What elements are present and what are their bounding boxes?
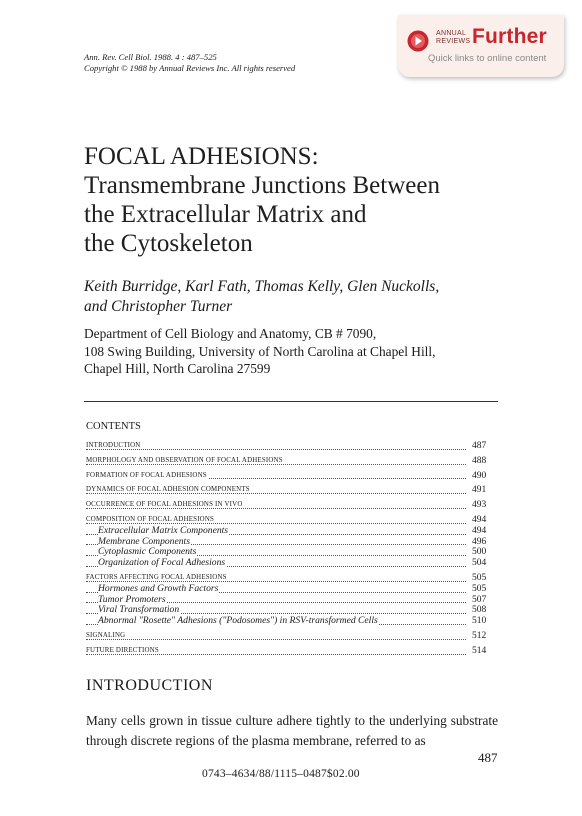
further-badge[interactable] bbox=[398, 15, 564, 77]
author-list bbox=[84, 277, 504, 317]
toc-entry-label: Abnormal "Rosette" Adhesions ("Podosomes") in RSV-transformed Cells bbox=[98, 616, 378, 627]
toc-entry-label: Extracellular Matrix Components bbox=[98, 525, 229, 536]
affiliation-line-2: 108 Swing Building, University of North Carolina at Chapel Hill, bbox=[84, 343, 436, 359]
toc-entry-page: 487 bbox=[472, 441, 500, 452]
toc-entry-label: Organization of Focal Adhesions bbox=[98, 558, 226, 569]
contents-heading: CONTENTS bbox=[86, 421, 141, 432]
toc-entry[interactable] bbox=[86, 537, 500, 548]
toc-entry[interactable] bbox=[86, 646, 500, 657]
toc-leader-dots bbox=[86, 508, 466, 509]
affiliation-line-1: Department of Cell Biology and Anatomy, CB # 7090, bbox=[84, 326, 377, 341]
toc-entry-page: 505 bbox=[472, 584, 500, 595]
toc-leader-dots bbox=[86, 639, 466, 640]
toc-entry-label: INTRODUCTION bbox=[86, 442, 141, 449]
toc-entry-label: Tumor Promoters bbox=[98, 594, 166, 605]
title-line-4: the Cytoskeleton bbox=[84, 230, 253, 257]
toc-entry[interactable] bbox=[86, 584, 500, 595]
badge-further-label: Further bbox=[472, 25, 547, 48]
toc-entry-page: 490 bbox=[472, 471, 500, 482]
page-number: 487 bbox=[478, 750, 498, 765]
toc-entry-label: Cytoplasmic Components bbox=[98, 547, 197, 558]
toc-entry[interactable] bbox=[86, 631, 500, 642]
article-code: 0743–4634/88/1115–0487$02.00 bbox=[202, 768, 360, 780]
toc-entry[interactable] bbox=[86, 526, 500, 537]
toc-entry-page: 514 bbox=[472, 646, 500, 657]
badge-reviews-label: REVIEWS bbox=[436, 38, 471, 45]
toc-entry[interactable] bbox=[86, 573, 500, 584]
toc-entry-label: FUTURE DIRECTIONS bbox=[86, 646, 159, 654]
toc-entry-page: 500 bbox=[472, 547, 500, 558]
article-title bbox=[84, 142, 504, 258]
toc-entry[interactable] bbox=[86, 595, 500, 606]
toc-entry-page: 493 bbox=[472, 500, 500, 511]
badge-annual-reviews bbox=[436, 30, 470, 46]
toc-entry[interactable] bbox=[86, 558, 500, 569]
toc-entry-page: 505 bbox=[472, 573, 500, 584]
affiliation bbox=[84, 325, 504, 378]
toc-entry-page: 496 bbox=[472, 537, 500, 548]
journal-citation bbox=[84, 52, 295, 74]
citation-line-2: Copyright © 1988 by Annual Reviews Inc. All rights reserved bbox=[84, 63, 296, 73]
introduction-paragraph: Many cells grown in tissue culture adhere tightly to the underlying substrate through discrete regions of the plasma membrane, referred to as bbox=[86, 713, 498, 748]
toc-entry[interactable] bbox=[86, 471, 500, 482]
citation-line-1: Ann. Rev. Cell Biol. 1988. 4 : 487–525 bbox=[84, 52, 217, 62]
toc-entry-page: 510 bbox=[472, 616, 500, 627]
toc-entry-page: 494 bbox=[472, 526, 500, 537]
toc-entry-page: 508 bbox=[472, 605, 500, 616]
section-divider bbox=[84, 401, 498, 402]
badge-quick-links[interactable]: Quick links to online content bbox=[428, 53, 547, 64]
introduction-heading: INTRODUCTION bbox=[86, 677, 213, 694]
toc-entry[interactable] bbox=[86, 616, 500, 627]
toc-entry-page: 507 bbox=[472, 595, 500, 606]
toc-entry-label: DYNAMICS OF FOCAL ADHESION COMPONENTS bbox=[86, 486, 250, 494]
toc-entry-page: 504 bbox=[472, 558, 500, 569]
toc-entry-label: Hormones and Growth Factors bbox=[98, 583, 219, 594]
authors-line-1: Keith Burridge, Karl Fath, Thomas Kelly, Glen Nuckolls, bbox=[84, 278, 440, 295]
play-arrow-icon bbox=[407, 30, 429, 52]
affiliation-line-3: Chapel Hill, North Carolina 27599 bbox=[84, 361, 271, 376]
toc-entry[interactable] bbox=[86, 485, 500, 496]
toc-entry-label: Membrane Components bbox=[98, 536, 190, 547]
toc-entry-page: 488 bbox=[472, 456, 500, 467]
table-of-contents bbox=[86, 437, 500, 657]
title-line-2: Transmembrane Junctions Between bbox=[84, 172, 440, 199]
toc-entry-page: 512 bbox=[472, 631, 500, 642]
toc-entry[interactable] bbox=[86, 515, 500, 526]
toc-leader-dots bbox=[86, 493, 466, 494]
toc-entry[interactable] bbox=[86, 547, 500, 558]
toc-leader-dots bbox=[86, 449, 466, 450]
title-line-3: the Extracellular Matrix and bbox=[84, 201, 367, 228]
toc-entry[interactable] bbox=[86, 605, 500, 616]
toc-entry-page: 494 bbox=[472, 515, 500, 526]
authors-line-2: and Christopher Turner bbox=[84, 298, 233, 315]
toc-entry-label: SIGNALING bbox=[86, 631, 126, 639]
badge-annual-label: ANNUAL bbox=[436, 30, 467, 37]
toc-entry[interactable] bbox=[86, 441, 500, 452]
title-line-1: FOCAL ADHESIONS: bbox=[84, 143, 319, 170]
toc-entry-label: COMPOSITION OF FOCAL ADHESIONS bbox=[86, 515, 215, 523]
toc-entry-label: FORMATION OF FOCAL ADHESIONS bbox=[86, 471, 207, 479]
toc-entry-label: MORPHOLOGY AND OBSERVATION OF FOCAL ADHESIONS bbox=[86, 456, 283, 464]
toc-entry[interactable] bbox=[86, 500, 500, 511]
toc-entry-label: FACTORS AFFECTING FOCAL ADHESIONS bbox=[86, 573, 227, 581]
toc-entry-label: Viral Transformation bbox=[98, 605, 180, 616]
toc-entry-label: OCCURRENCE OF FOCAL ADHESIONS IN VIVO bbox=[86, 501, 243, 509]
toc-entry-page: 491 bbox=[472, 485, 500, 496]
toc-entry[interactable] bbox=[86, 456, 500, 467]
